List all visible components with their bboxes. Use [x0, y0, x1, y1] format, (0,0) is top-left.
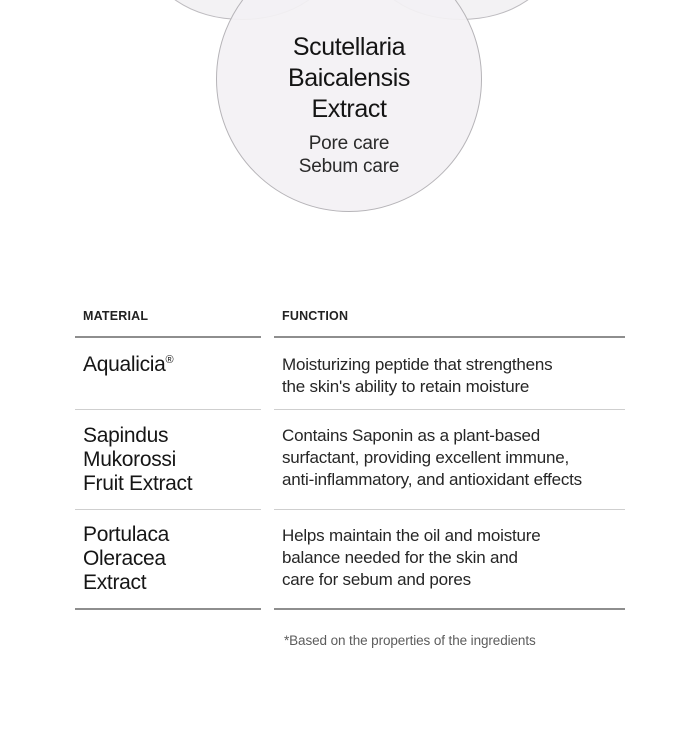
circle-text [217, 32, 481, 178]
ingredient-table [75, 309, 625, 594]
table-bottom-rule-function [274, 608, 625, 610]
header-function: FUNCTION [282, 309, 349, 323]
footnote: *Based on the properties of the ingredients [284, 633, 536, 648]
row-divider [274, 509, 625, 510]
table-row-1-material [83, 353, 173, 377]
table-row-3-material: Portulaca Oleracea Extract [83, 523, 170, 594]
registered-mark: ® [165, 354, 174, 366]
circle-benefits [217, 132, 481, 178]
table-row-3-function: Helps maintain the oil and moisture balance needed for the skin and care for sebum and pores [282, 526, 541, 589]
table-row-2-function: Contains Saponin as a plant-based surfactant, providing excellent immune, anti-inflammatory, and antioxidant effects [282, 426, 582, 489]
circle-title-line-2: Baicalensis [287, 64, 411, 92]
row-divider [274, 409, 625, 410]
header-divider-material [75, 336, 261, 338]
table-row-1-function: Moisturizing peptide that strengthens the skin's ability to retain moisture [282, 355, 553, 396]
table-header [75, 309, 625, 338]
table-row-2-material: Sapindus Mukorossi Fruit Extract [83, 424, 193, 495]
circle-title-line-3: Extract [311, 95, 387, 123]
circle-benefit-2: Sebum care [298, 156, 400, 177]
row-divider [75, 409, 261, 410]
material-name: Aqualicia [83, 353, 166, 376]
header-material: MATERIAL [83, 309, 149, 323]
circle-title-line-1: Scutellaria [292, 33, 406, 61]
circle-benefit-1: Pore care [308, 133, 390, 154]
ingredient-circle-scutellaria [216, 0, 482, 212]
row-divider [75, 509, 261, 510]
header-divider-function [274, 336, 625, 338]
table-bottom-rule-material [75, 608, 261, 610]
